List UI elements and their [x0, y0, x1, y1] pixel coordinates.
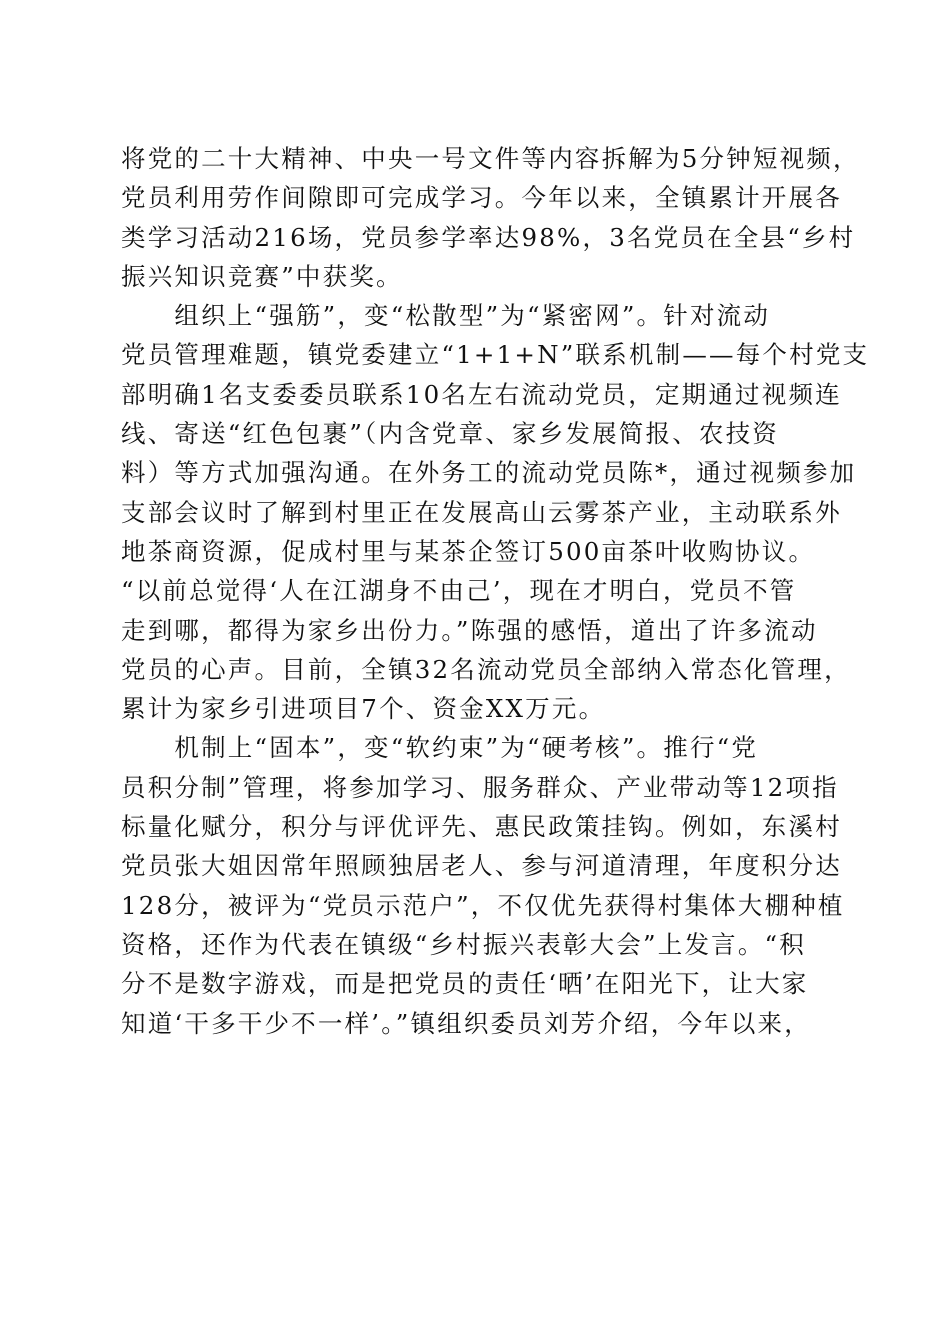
paragraph-organization: [121, 296, 870, 728]
text-line: “以前总觉得‘人在江湖身不由己’，现在才明白，党员不管: [121, 576, 797, 606]
text-line: 知道‘干多干少不一样’。”镇组织委员刘芳介绍，今年以来，: [121, 1008, 811, 1038]
text-line: 支部会议时了解到村里正在发展高山云雾茶产业，主动联系外: [121, 497, 842, 527]
text-line: 类学习活动216场，党员参学率达98%，3名党员在全县“乡村: [121, 222, 856, 252]
text-line: 员积分制”管理，将参加学习、服务群众、产业带动等12项指: [121, 772, 839, 802]
text-line: 党员张大姐因常年照顾独居老人、参与河道清理，年度积分达: [121, 851, 842, 881]
text-line: 料）等方式加强沟通。在外务工的流动党员陈*，通过视频参加: [121, 458, 857, 488]
text-line: 128分，被评为“党员示范户”，不仅优先获得村集体大棚种植: [121, 890, 845, 920]
text-line: 振兴知识竞赛”中获奖。: [121, 261, 403, 291]
text-line: 机制上“固本”，变“软约束”为“硬考核”。推行“党: [121, 733, 759, 763]
text-line: 党员的心声。目前，全镇32名流动党员全部纳入常态化管理，: [121, 654, 851, 684]
document-body: [121, 139, 870, 1043]
paragraph-mechanism: [121, 728, 845, 1042]
text-line: 累计为家乡引进项目7个、资金XX万元。: [121, 694, 606, 724]
text-line: 组织上“强筋”，变“松散型”为“紧密网”。针对流动: [121, 301, 771, 331]
text-line: 部明确1名支委委员联系10名左右流动党员，定期通过视频连: [121, 379, 842, 409]
text-line: 走到哪，都得为家乡出份力。”陈强的感悟，道出了许多流动: [121, 615, 818, 645]
text-line: 资格，还作为代表在镇级“乡村振兴表彰大会”上发言。“积: [121, 929, 806, 959]
text-line: 分不是数字游戏，而是把党员的责任‘晒’在阳光下，让大家: [121, 969, 809, 999]
text-line: 党员利用劳作间隙即可完成学习。今年以来，全镇累计开展各: [121, 183, 842, 213]
text-line: 线、寄送“红色包裹”（内含党章、家乡发展简报、农技资: [121, 419, 779, 449]
text-line: 将党的二十大精神、中央一号文件等内容拆解为5分钟短视频，: [121, 144, 860, 173]
text-line: 标量化赋分，积分与评优评先、惠民政策挂钩。例如，东溪村: [121, 812, 842, 842]
text-line: 党员管理难题，镇党委建立“1+1+N”联系机制——每个村党支: [121, 340, 870, 370]
text-line: 地茶商资源，促成村里与某茶企签订500亩茶叶收购协议。: [121, 536, 816, 566]
paragraph-study: [121, 139, 860, 296]
